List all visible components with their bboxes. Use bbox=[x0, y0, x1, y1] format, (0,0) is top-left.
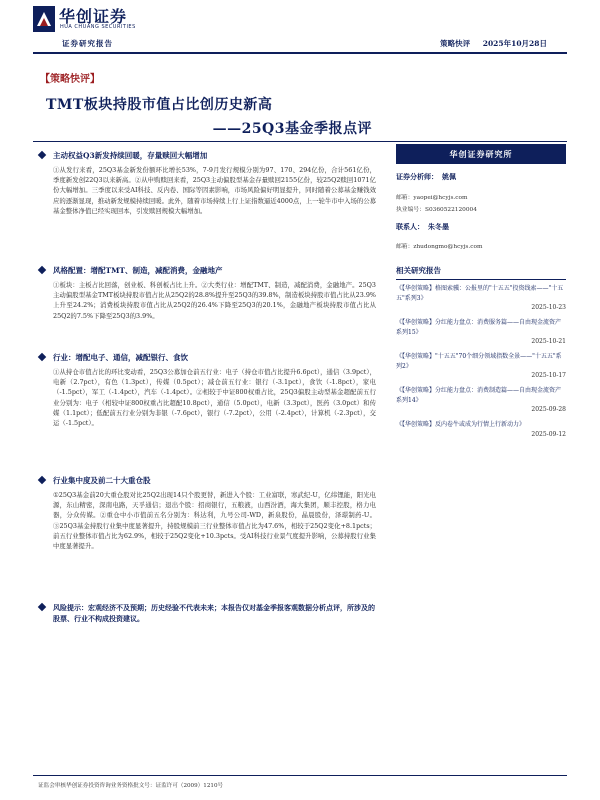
related-report-item[interactable] bbox=[396, 318, 566, 347]
related-report-item[interactable] bbox=[396, 386, 566, 415]
analyst-label: 证券分析师： bbox=[396, 172, 438, 181]
logo-text-en: HUA CHUANG SECURITIES bbox=[60, 24, 136, 30]
diamond-bullet-icon bbox=[38, 266, 46, 274]
footer-rule bbox=[33, 775, 567, 776]
report-date-label: 2025-10-21 bbox=[531, 338, 566, 345]
section-heading: 风险提示：宏观经济不及预期；历史经验不代表未来；本报告仅对基金季报客观数据分析点评，所涉及的股票、行业不构成投资建议。 bbox=[38, 602, 376, 624]
report-link-title[interactable]: 《【华创策略】分红能力盘点：消费制造篇——自由现金流资产系列14》 bbox=[396, 387, 562, 404]
section-body: ①25Q3基金前20大重仓股对比25Q2出现14只个股更替，新进入个股：工业富联，寒武纪-U，亿纬锂能，阳光电源，东山精密，深南电路，天孚通信；退出个股：招商银行，五粮液，山西汾酒，海大集团，顺丰控股，格力电器，分众传媒。②重仓中小市值前五名分别为：科达利，九号公司-WD，新泉股份，晶晨股份，泽璟制药-U。③25Q3基金持股行业集中度显著提升，持股规模前三行业整体市值占比为47.6%，相较于25Q2变化+8.1pcts；前五行业整体市值占比为62.9%，相较于25Q2变化+10.3pcts。受AI科技行业景气度提升影响，公募持股行业集中度显著提升。 bbox=[53, 491, 376, 551]
section-heading: 行业集中度及前二十大重仓股 bbox=[38, 475, 376, 486]
header-meta bbox=[430, 38, 547, 49]
logo-mark-icon bbox=[33, 6, 55, 32]
diamond-bullet-icon bbox=[38, 476, 46, 484]
related-reports-rule bbox=[396, 279, 566, 280]
section-body: ①从发行来看，25Q3基金新发份额环比增长53%，7-9月发行规模分别为97、170、294亿份，合计561亿份，季度新发创22Q3以来新高。②从申购赎回来看，25Q3主动偏股型基金存量赎回2155亿份，较25Q2赎回1071亿份大幅增加。三季度以来受AI科技、反内卷、国际等因素影响，市场风险偏好明显提升，同时随着公募基金赚钱效应的逐渐显现，推动新发规模持续回暖。此外，随着市场持续上行上证指数逼近4000点，上一轮牛市中入场的公募基金整体净值已经实现回本，引发赎回规模大幅增加。 bbox=[53, 166, 377, 215]
section-heading: 行业：增配电子、通信，减配银行、食饮 bbox=[38, 352, 376, 363]
section-body: ①从持仓市值占比的环比变动看，25Q3公募加仓前五行业：电子（持仓市值占比提升6.6pct），通信（3.9pct），电新（2.7pct），有色（1.3pct），传媒（0.5pct）；减仓前五行业：银行（-3.1pct），食饮（-1.8pct），家电（-1.5pct），军工（-1.4pct），汽车（-1.4pct）。②相较于中证800权重占比，25Q3偏股主动型基金超配前五行业分别为：电子（相较中证800权重占比超配10.8pct），通信（5.0pct），电新（3.3pct），医药（3.0pct）和传媒（1.1pct）；低配前五行业分别为非银（-7.6pct），银行（-7.2pct），公用（-2.4pct），计算机（-2.3pct），交运（-1.5pct）。 bbox=[53, 368, 376, 428]
document-type: 证券研究报告 bbox=[62, 39, 113, 48]
section-style-allocation bbox=[38, 265, 376, 321]
regulatory-footer: 证监会审核华创证券投资咨询业务资格批文号：证监许可（2009）1210号 bbox=[38, 783, 224, 789]
diamond-bullet-icon bbox=[38, 353, 46, 361]
related-report-item[interactable] bbox=[396, 352, 566, 381]
contact-name: 朱冬墨 bbox=[428, 222, 449, 231]
header-rule bbox=[33, 52, 567, 54]
related-reports-heading: 相关研究报告 bbox=[396, 266, 441, 275]
report-link-title[interactable]: 《【华创策略】分红能力盘点：消费服务篇——自由现金流资产系列15》 bbox=[396, 319, 562, 336]
contact-email[interactable]: 邮箱：zhudongmo@hcyjs.com bbox=[396, 244, 483, 250]
report-tag: 【策略快评】 bbox=[40, 74, 100, 85]
title-rule bbox=[33, 141, 567, 142]
section-risk bbox=[38, 602, 376, 624]
section-heading: 风格配置：增配TMT、制造，减配消费，金融地产 bbox=[38, 265, 376, 276]
contact-label: 联系人： bbox=[396, 222, 424, 231]
section-flows bbox=[38, 150, 376, 216]
section-body: ①板块：主板占比回落，创业板、科创板占比上升。②大类行业：增配TMT、制造，减配消费，金融地产。25Q3主动偏股型基金TMT板块持股市值占比从25Q2的28.8%提升至25Q3的39.8%，制造板块持股市值占比从23.9%上升至24.2%；消费板块持股市值占比从25Q2的26.4%下降至25Q3的20.1%，金融地产板块持股市值占比从25Q2的7.5%下降至25Q3的3.9%。 bbox=[53, 281, 376, 320]
report-link-title[interactable]: 《【华创策略】反内卷牛或成为行情上行新动力》 bbox=[396, 421, 526, 428]
report-date: 2025年10月28日 bbox=[482, 39, 547, 48]
research-institute-banner: 华创证券研究所 bbox=[396, 144, 566, 164]
report-title: TMT板块持股市值占比创历史新高 bbox=[46, 97, 273, 113]
report-date-label: 2025-10-17 bbox=[531, 372, 566, 379]
diamond-bullet-icon bbox=[38, 603, 46, 611]
analyst-email[interactable]: 邮箱：yaopei@hcyjs.com bbox=[396, 195, 468, 201]
related-report-item[interactable] bbox=[396, 420, 566, 439]
analyst-license: 执业编号：S0360522120004 bbox=[396, 207, 477, 213]
report-date-label: 2025-09-12 bbox=[531, 430, 566, 438]
report-category: 策略快评 bbox=[440, 39, 471, 48]
diamond-bullet-icon bbox=[38, 151, 46, 159]
analyst-name: 姚佩 bbox=[442, 172, 456, 181]
section-concentration bbox=[38, 475, 376, 551]
report-date-label: 2025-09-28 bbox=[531, 406, 566, 413]
report-subtitle: ——25Q3基金季报点评 bbox=[212, 121, 372, 137]
section-industry bbox=[38, 352, 376, 428]
logo-text-cn: 华创证券 bbox=[59, 7, 128, 26]
contact-line bbox=[396, 222, 449, 232]
company-logo bbox=[33, 4, 153, 36]
report-date-label: 2025-10-23 bbox=[531, 304, 566, 311]
report-link-title[interactable]: 《【华创策略】"十五五"70个细分领域指数全景——"十五五"系列2》 bbox=[396, 353, 562, 370]
report-link-title[interactable]: 《【华创策略】格图索骥：公报里的"十五五"投资线索——"十五五"系列3》 bbox=[396, 285, 564, 302]
section-heading: 主动权益Q3新发持续回暖，存量赎回大幅增加 bbox=[38, 150, 376, 161]
related-report-item[interactable] bbox=[396, 284, 566, 313]
analyst-line bbox=[396, 172, 566, 182]
